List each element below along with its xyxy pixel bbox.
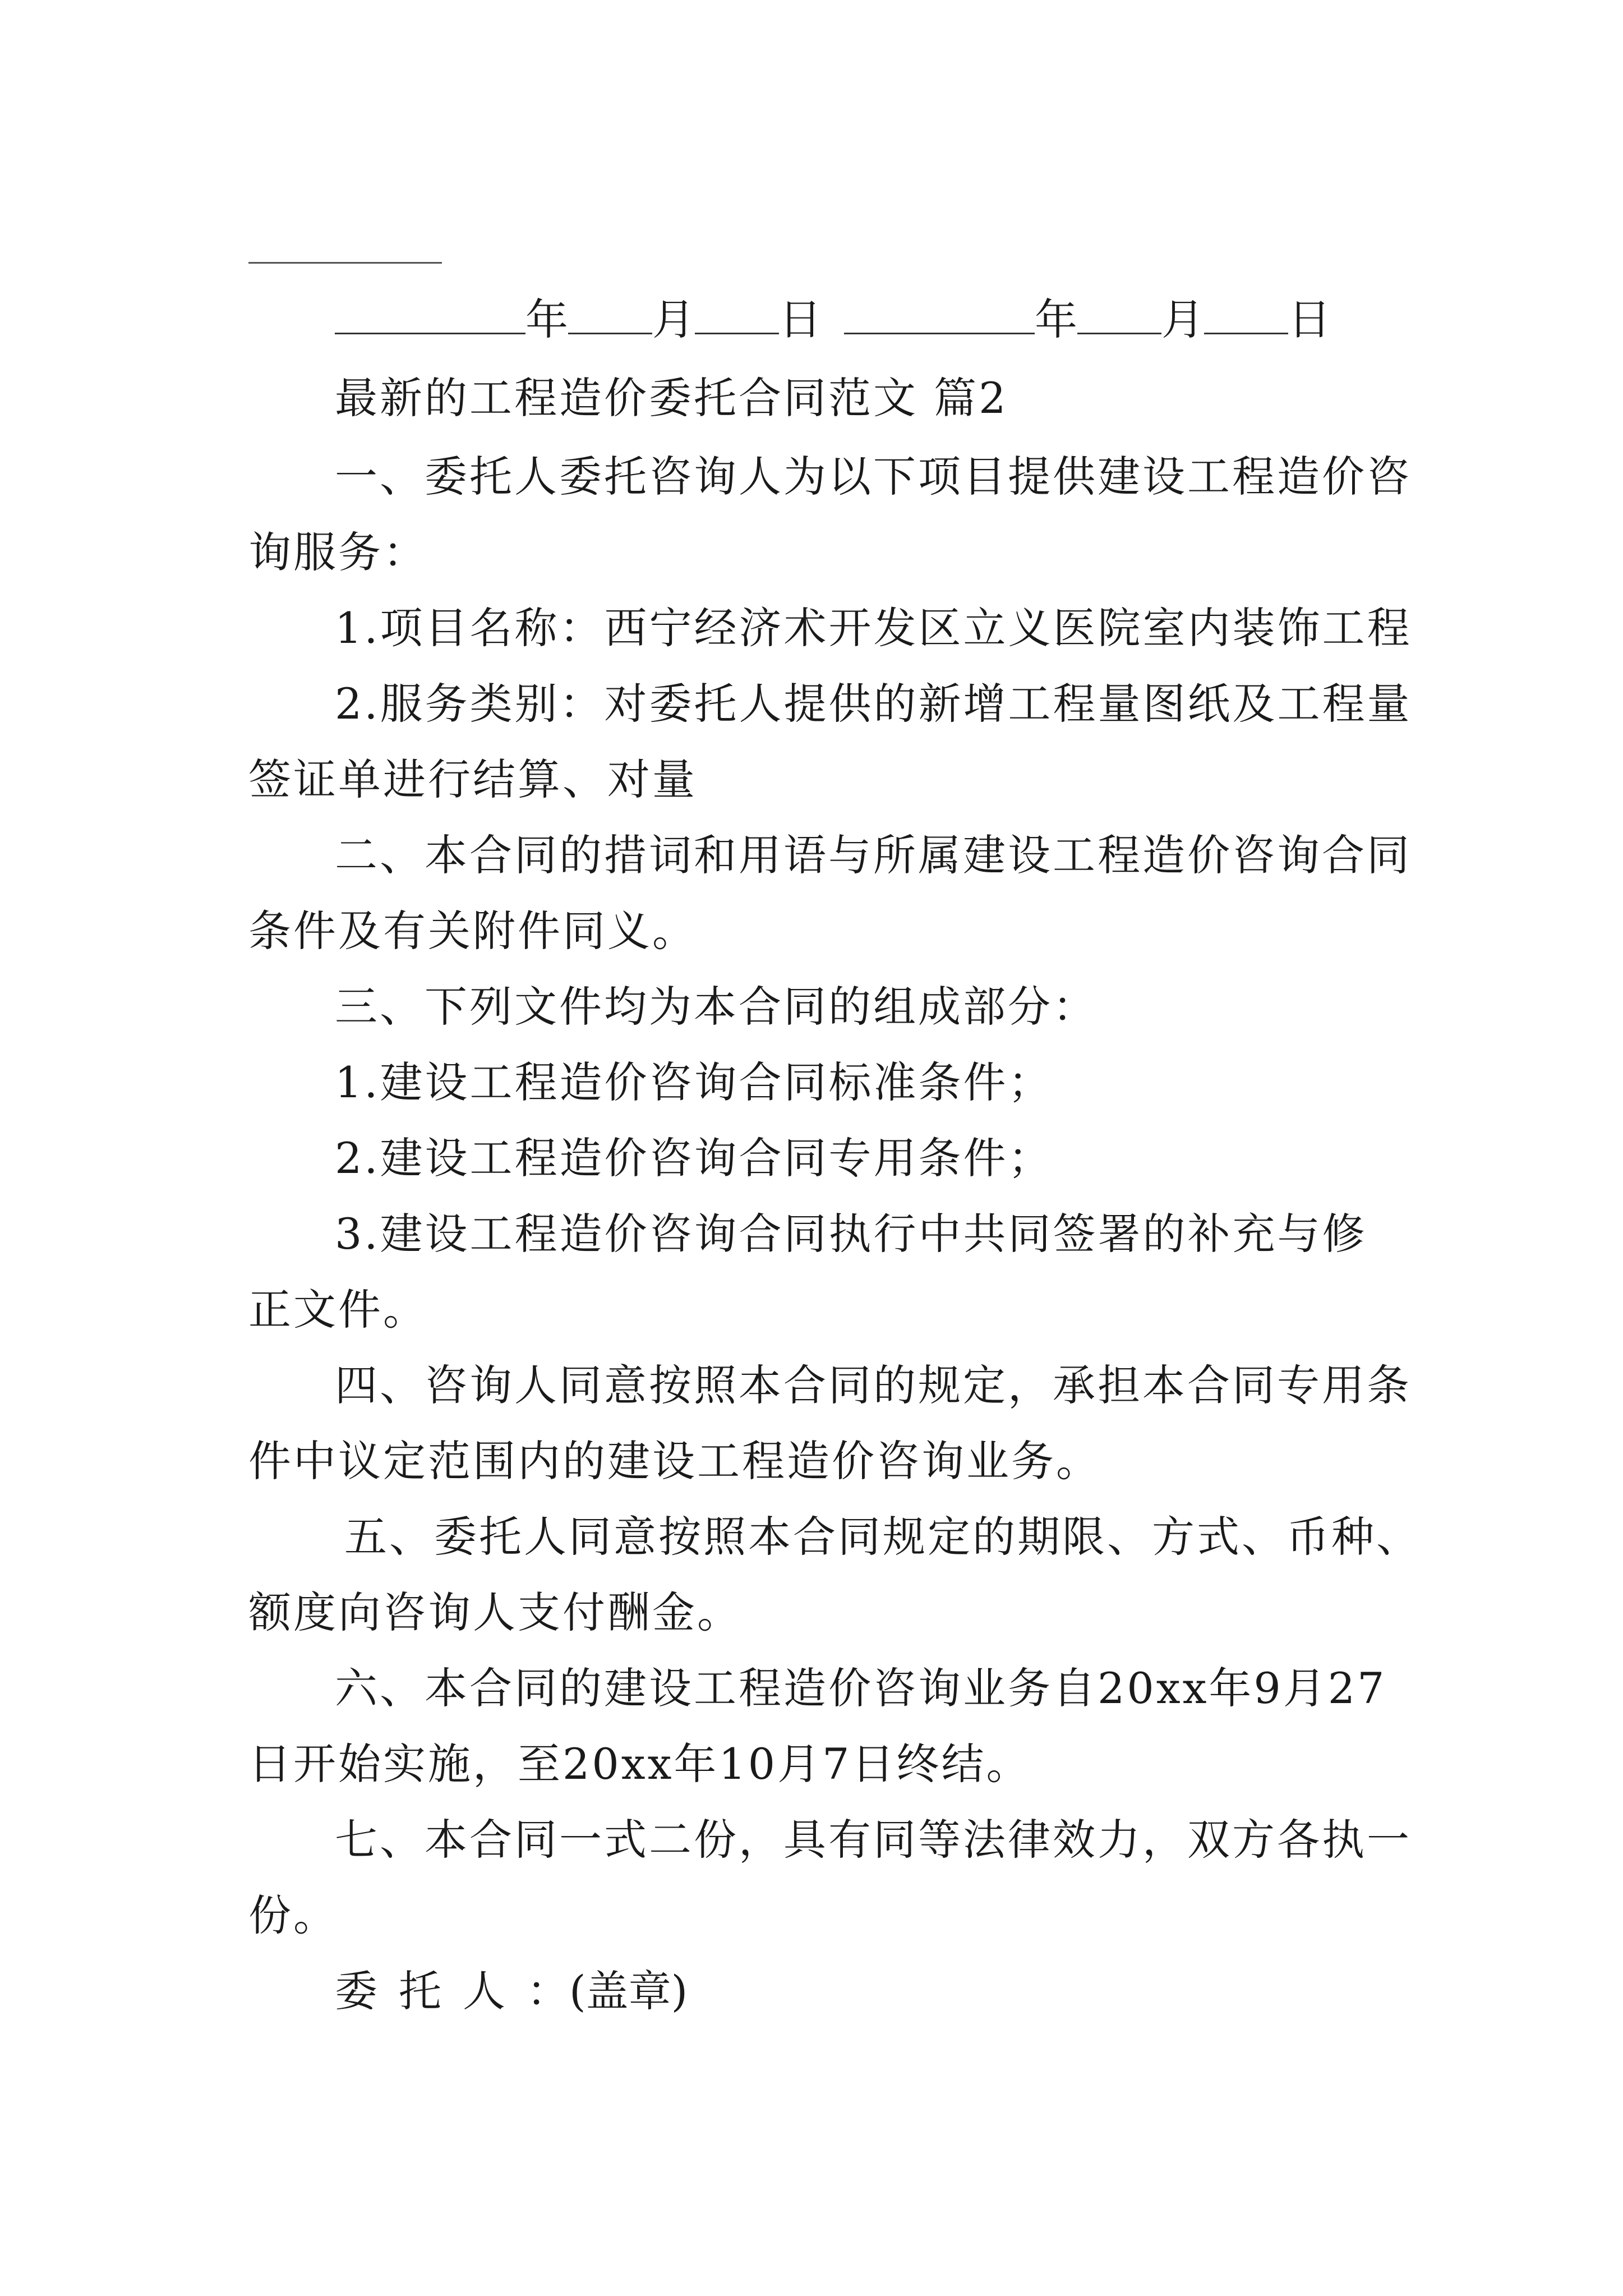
signature-suffix: ：(盖章) (527, 1966, 688, 2016)
year-blank-1 (335, 293, 525, 334)
clause-line: 五、委托人同意按照本合同规定的期限、方式、币种、 (344, 1512, 1421, 1562)
day-label-2: 日 (1288, 295, 1331, 344)
top-rule (248, 262, 442, 264)
clause-line: 份。 (248, 1890, 338, 1940)
month-blank-1 (568, 293, 652, 334)
month-label-1: 月 (652, 295, 695, 344)
clause-line: 3.建设工程造价咨询合同执行中共同签署的补充与修 (335, 1209, 1367, 1259)
month-label-2: 月 (1161, 295, 1204, 344)
day-label-1: 日 (779, 295, 822, 344)
clause-line: 签证单进行结算、对量 (248, 754, 697, 804)
clause-line: 六、本合同的建设工程造价咨询业务自20xx年9月27 (335, 1663, 1387, 1713)
day-blank-2 (1204, 293, 1288, 334)
clause-line: 三、下列文件均为本合同的组成部分： (335, 982, 1098, 1032)
clause-line: 四、咨询人同意按照本合同的规定，承担本合同专用条 (335, 1360, 1412, 1410)
section-heading: 最新的工程造价委托合同范文 篇2 (335, 373, 1008, 423)
clause-line: 一、委托人委托咨询人为以下项目提供建设工程造价咨 (335, 452, 1412, 501)
day-blank-1 (695, 293, 779, 334)
year-label-2: 年 (1035, 295, 1077, 344)
clause-line: 2.服务类别：对委托人提供的新增工程量图纸及工程量 (335, 679, 1412, 729)
year-blank-2 (844, 293, 1035, 334)
clause-line: 件中议定范围内的建设工程造价咨询业务。 (248, 1436, 1101, 1486)
clause-line: 日开始实施，至20xx年10月7日终结。 (248, 1739, 1031, 1789)
clause-line: 询服务： (248, 527, 428, 577)
clause-line: 1.建设工程造价咨询合同标准条件； (335, 1057, 1053, 1107)
clause-line: 额度向咨询人支付酬金。 (248, 1588, 742, 1637)
clause-line: 条件及有关附件同义。 (248, 906, 697, 956)
date-line (335, 292, 1331, 348)
clause-line: 1.项目名称：西宁经济术开发区立义医院室内装饰工程 (335, 603, 1412, 653)
signature-label: 委托人 (335, 1966, 527, 2016)
signature-line (335, 1963, 688, 2019)
clause-line: 2.建设工程造价咨询合同专用条件； (335, 1133, 1053, 1183)
month-blank-2 (1077, 293, 1161, 334)
clause-line: 二、本合同的措词和用语与所属建设工程造价咨询合同 (335, 830, 1412, 880)
year-label-1: 年 (525, 295, 568, 344)
clause-line: 七、本合同一式二份，具有同等法律效力，双方各执一 (335, 1815, 1412, 1865)
clause-line: 正文件。 (248, 1285, 428, 1335)
